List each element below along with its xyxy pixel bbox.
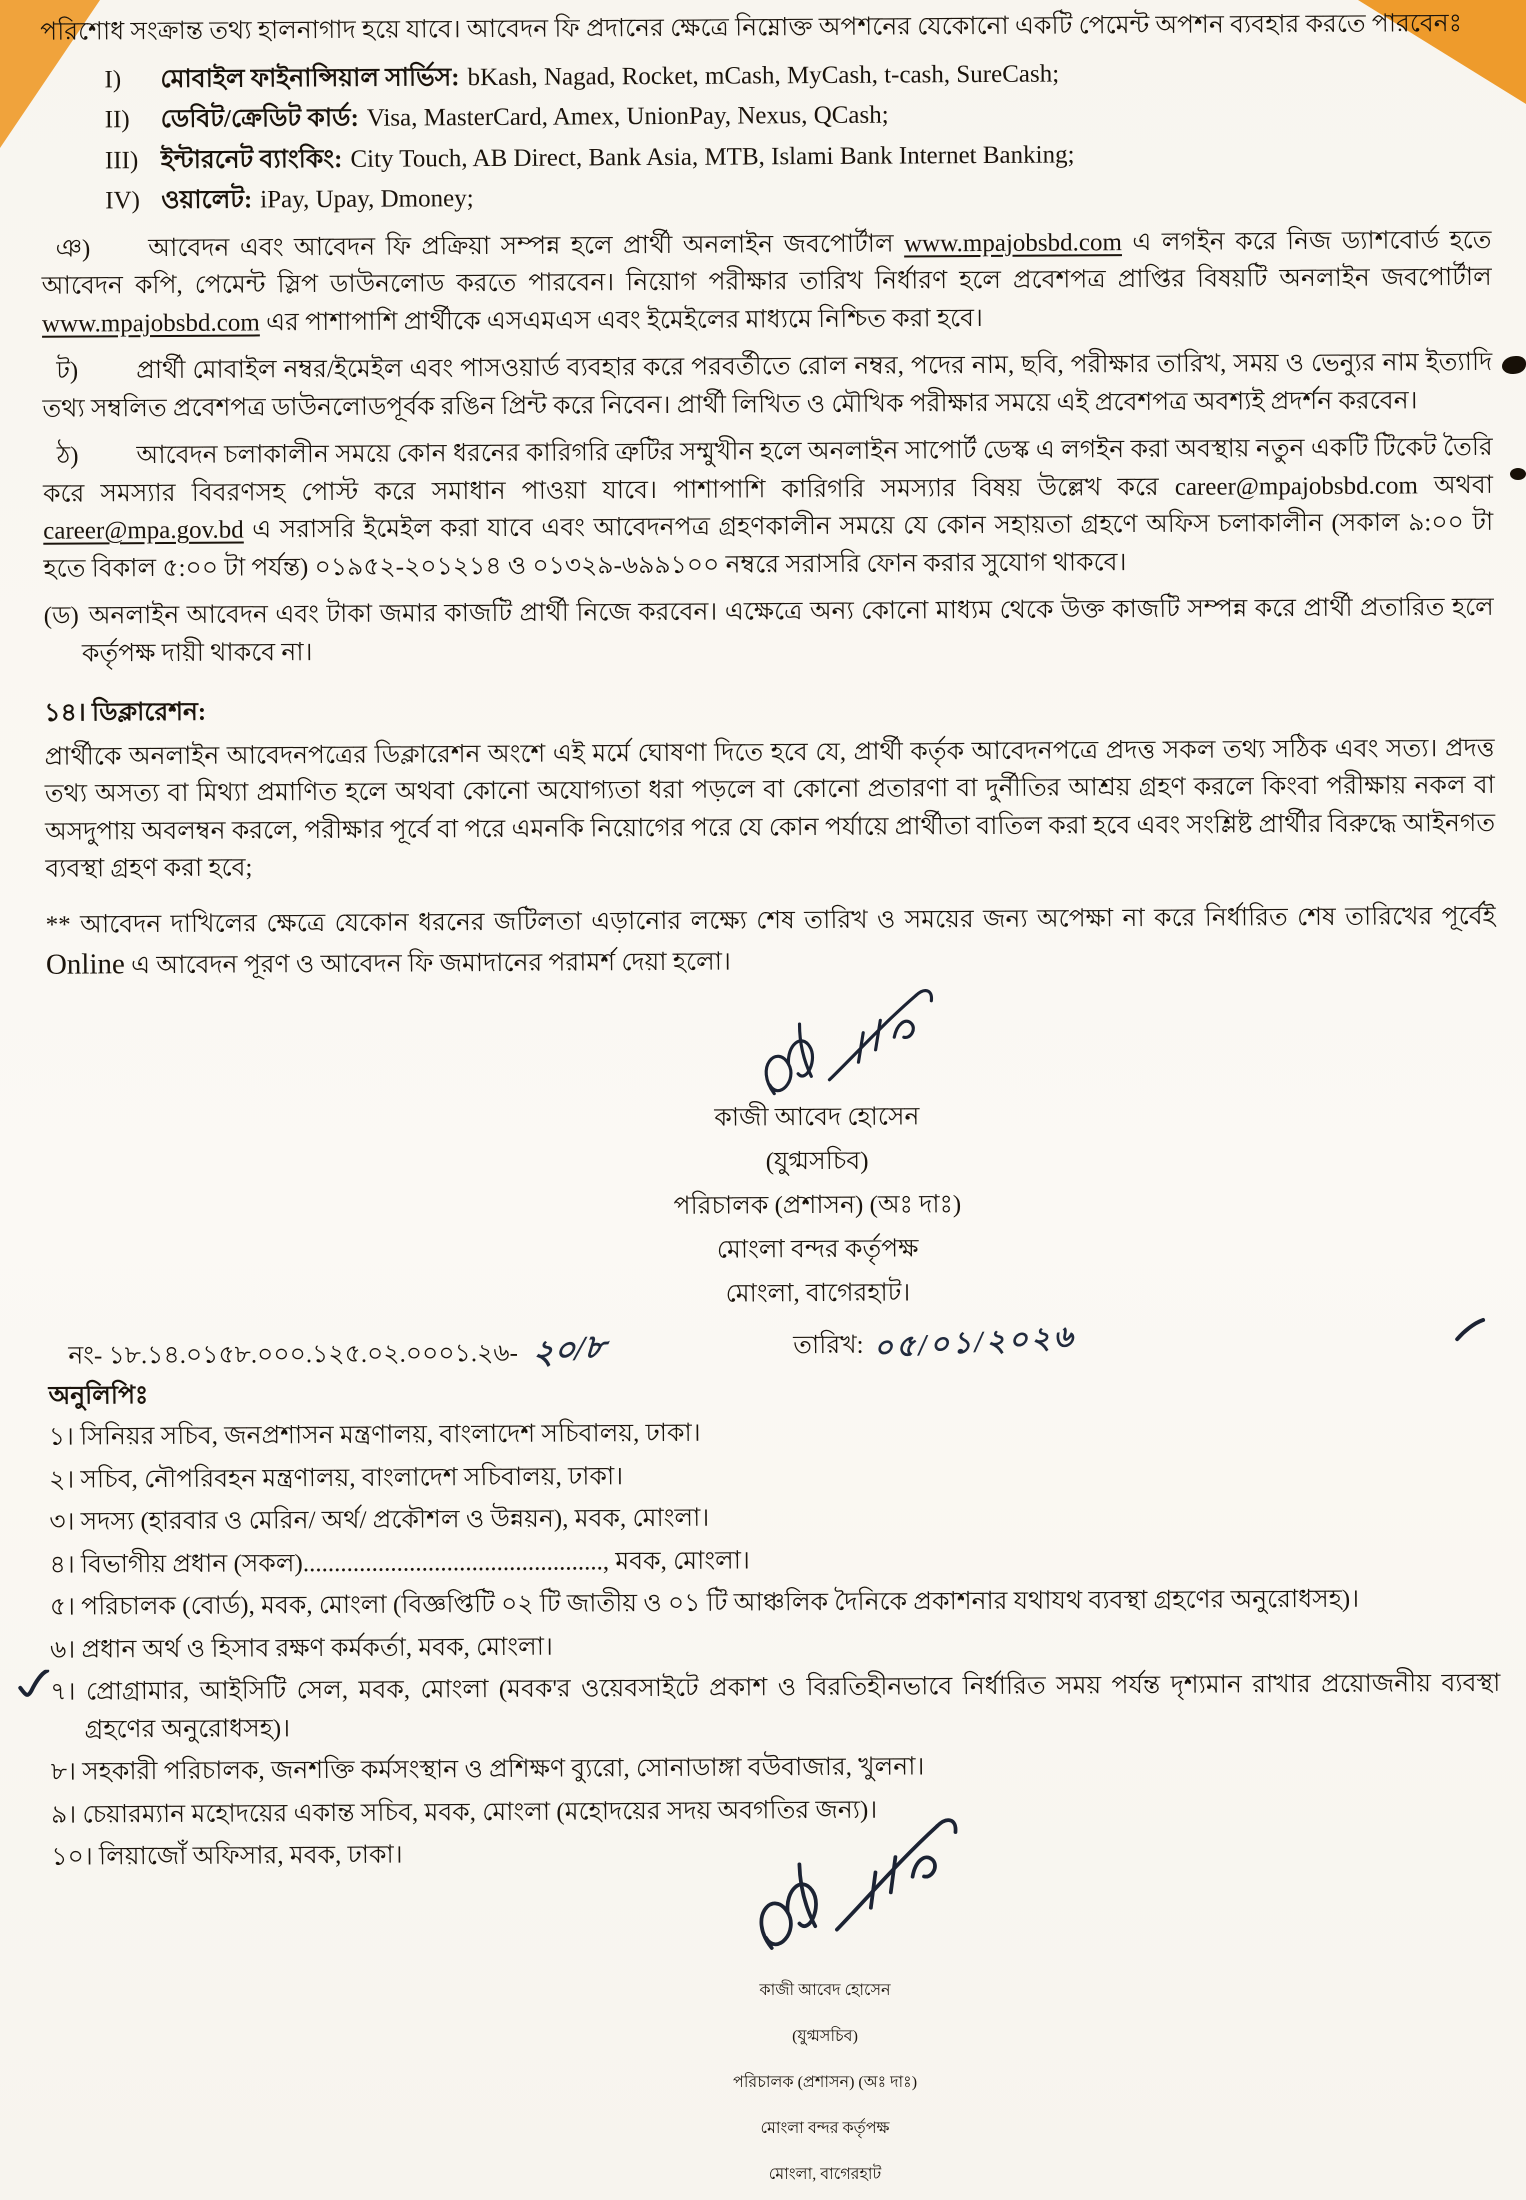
handwritten-date: ০৫/০১/২০২৬: [872, 1319, 1077, 1365]
copy-item-text: ১০। লিয়াজোঁ অফিসার, মবক, ঢাকা।: [51, 1841, 403, 1871]
ink-blot: [1510, 468, 1526, 480]
signatory-org: মোংলা বন্দর কর্তৃপক্ষ: [760, 2120, 890, 2137]
copy-item-text: ৯। চেয়ারম্যান মহোদয়ের একান্ত সচিব, মবক, মোংলা (মহোদয়ের সদয় অবগতির জন্য)।: [51, 1796, 878, 1829]
option-text: [161, 97, 889, 139]
option-number: II): [104, 106, 130, 134]
option-number: I): [104, 65, 122, 93]
declaration-body: প্রার্থীকে অনলাইন আবেদনপত্রের ডিক্লারেশন অংশে এই মর্মে ঘোষণা দিতে হবে যে, প্রার্থী কর্তৃক আবেদনপত্রে প্রদত্ত সকল তথ্য সঠিক এবং সত্য। প্রদত্ত তথ্য অসত্য বা মিথ্যা প্রমাণিত হলে অথবা কোনো অযোগ্যতা ধরা পড়লে বা কোনো প্রতারণা বা দুর্নীতির আশ্রয় গ্রহণ করলে কিংবা পরীক্ষায় নকল বা অসদুপায় অবলম্বন করলে, পরীক্ষার পূর্বে বা পরে এমনকি নিয়োগের পরে যে কোন পর্যায়ে প্রার্থীতা বাতিল করা হবে এবং সংশ্লিষ্ট প্রার্থীর বিরুদ্ধে আইনগত ব্যবস্থা গ্রহণ করা হবে;: [44, 734, 1496, 883]
signatory-title: পরিচালক (প্রশাসন) (অঃ দাঃ): [673, 1190, 962, 1220]
option-label: ওয়ালেট:: [161, 186, 253, 215]
clause-text: আবেদন চলাকালীন সময়ে কোন ধরনের কারিগরি ত্রুটির সম্মুখীন হলে অনলাইন সাপোর্ট ডেস্ক এ লগইন করা অবস্থায় নতুন একটি টিকেট তৈরি করে সমস্যার বিবরণসহ পোস্ট করে সমাধান পাওয়া যাবে। পাশাপাশি কারিগরি সমস্যার বিষয় উল্লেখ করে: [42, 433, 1493, 508]
clause-th: [43, 429, 1494, 588]
signatory-place: মোংলা, বাগেরহাট।: [725, 1278, 911, 1308]
copy-item-text: ৩। সদস্য (হারবার ও মেরিন/ অর্থ/ প্রকৌশল ও উন্নয়ন), মবক, মোংলা।: [49, 1504, 710, 1536]
option-text: [161, 180, 474, 219]
copy-item: [49, 1495, 1499, 1541]
date-line: [793, 1319, 1076, 1366]
signature-block-2: [590, 1972, 1060, 2200]
clause-text: আবেদন এবং আবেদন ফি প্রক্রিয়া সম্পন্ন হলে প্রার্থী অনলাইন জবপোর্টাল: [148, 229, 905, 262]
copy-item-text: ৪। বিভাগীয় প্রধান (সকল)................................................, মবক, মোংলা।: [49, 1546, 751, 1579]
option-value: Visa, MasterCard, Amex, UnionPay, Nexus, QCash;: [366, 101, 889, 132]
date-label: তারিখ:: [793, 1331, 864, 1359]
online-word: Online: [45, 948, 125, 981]
clause-marker: ঞ): [55, 234, 91, 263]
signatory-title: (যুগ্মসচিব): [792, 2028, 858, 2045]
copy-item: [50, 1622, 1500, 1668]
option-text: [160, 55, 1059, 98]
handwritten-check-icon: [16, 1670, 50, 1702]
jobs-portal-link: www.mpajobsbd.com: [903, 228, 1122, 257]
copy-item: [49, 1452, 1499, 1498]
signatory-org: মোংলা বন্দর কর্তৃপক্ষ: [716, 1234, 919, 1264]
copy-item-text: ৫। পরিচালক (বোর্ড), মবক, মোংলা (বিজ্ঞপ্তিটি ০২ টি জাতীয় ও ০১ টি আঞ্চলিক দৈনিকে প্রকাশনার যথাযথ ব্যবস্থা গ্রহণের অনুরোধসহ)।: [49, 1585, 1360, 1621]
jobs-portal-link: www.mpajobsbd.com: [41, 308, 260, 338]
handwritten-number: ২০/৮: [530, 1327, 607, 1373]
clause-d: [44, 589, 1494, 673]
ink-mark: [1454, 1316, 1486, 1342]
reference-row: [48, 1314, 1498, 1373]
option-text: [161, 136, 1075, 179]
clause-marker: ট): [56, 357, 79, 385]
copy-item-text: ২। সচিব, নৌপরিবহন মন্ত্রণালয়, বাংলাদেশ সচিবালয়, ঢাকা।: [48, 1462, 624, 1494]
signatory-name: কাজী আবেদ হোসেন: [759, 1982, 891, 1999]
advice-text: ** আবেদন দাখিলের ক্ষেত্রে যেকোন ধরনের জটিলতা এড়ানোর লক্ষ্যে শেষ তারিখ ও সময়ের জন্য অপেক্ষা না করে নির্ধারিত শেষ তারিখের পূর্বেই: [45, 902, 1496, 939]
support-email: career@mpajobsbd.com: [1174, 471, 1418, 501]
copy-item: [51, 1787, 1501, 1833]
option-value: bKash, Nagad, Rocket, mCash, MyCash, t-cash, SureCash;: [467, 60, 1060, 91]
clause-text: অথবা: [1417, 471, 1494, 499]
declaration-heading: ১৪। ডিক্লারেশন:: [44, 698, 207, 727]
option-number: IV): [105, 187, 141, 215]
memo-number-line: [68, 1326, 605, 1379]
intro-paragraph: পরিশোধ সংক্রান্ত তথ্য হালনাগাদ হয়ে যাবে। আবেদন ফি প্রদানের ক্ষেত্রে নিম্নোক্ত অপশনের যেকোনো একটি পেমেন্ট অপশন ব্যবহার করতে পারবেনঃ: [40, 10, 1463, 46]
option-label: মোবাইল ফাইনান্সিয়াল সার্ভিস:: [160, 63, 460, 93]
option-value: City Touch, AB Direct, Bank Asia, MTB, Islami Bank Internet Banking;: [350, 140, 1075, 173]
payment-options-list: [104, 52, 1491, 219]
clause-text: অনলাইন আবেদন এবং টাকা জমার কাজটি প্রার্থী নিজে করবেন। এক্ষেত্রে অন্য কোনো মাধ্যম থেকে উক্ত কাজটি সম্পন্ন করে প্রার্থী প্রতারিত হলে কর্তৃপক্ষ দায়ী থাকবে না।: [81, 593, 1494, 668]
copy-item: [49, 1537, 1499, 1583]
signature-block-1: [581, 985, 1053, 1314]
clause-marker: (ড): [43, 602, 79, 630]
payment-option: [105, 93, 1491, 139]
payment-option: [105, 174, 1491, 220]
copy-item-text: ১। সিনিয়র সচিব, জনপ্রশাসন মন্ত্রণালয়, বাংলাদেশ সচিবালয়, ঢাকা।: [48, 1419, 701, 1451]
payment-option: [104, 52, 1490, 98]
clause-text: এর পাশাপাশি প্রার্থীকে এসএমএস এবং ইমেইলের মাধ্যমে নিশ্চিত করা হবে।: [259, 304, 984, 336]
clause-text: এ সরাসরি ইমেইল করা যাবে এবং আবেদনপত্র গ্রহণকালীন সময়ে যে কোন সহায়তা গ্রহণে অফিস চলাকালীন (সকাল ৯:০০ টা হতে বিকাল ৫:০০ টা পর্যন্ত) ০১৯৫২-২০১২১৪ ও ০১৩২৯-৬৯৯১০০ নম্বরে সরাসরি ফোন করার সুযোগ থাকবে।: [43, 508, 1494, 583]
copies-heading: অনুলিপিঃ: [48, 1381, 149, 1410]
copy-item-text: ৭। প্রোগ্রামার, আইসিটি সেল, মবক, মোংলা (মবক'র ওয়েবসাইটে প্রকাশ ও বিরতিহীনভাবে নির্ধারিত সময় পর্যন্ত দৃশ্যমান রাখার প্রয়োজনীয় ব্যবস্থা গ্রহণের অনুরোধসহ)।: [50, 1669, 1501, 1744]
signatory-place: মোংলা, বাগেরহাট: [768, 2166, 882, 2183]
option-value: iPay, Upay, Dmoney;: [260, 185, 474, 214]
advice-text: এ আবেদন পূরণ ও আবেদন ফি জমাদানের পরামর্শ দেয়া হলো।: [124, 948, 731, 980]
advice-paragraph: [46, 897, 1496, 987]
signatory-title: (যুগ্মসচিব): [765, 1147, 869, 1175]
signatory-name: কাজী আবেদ হোসেন: [714, 1102, 920, 1132]
signatory-title: পরিচালক (প্রশাসন) (অঃ দাঃ): [732, 2074, 918, 2091]
option-number: III): [104, 146, 139, 174]
clause-text: প্রার্থী মোবাইল নম্বর/ইমেইল এবং পাসওয়ার্ড ব্যবহার করে পরবর্তীতে রোল নম্বর, পদের নাম, ছবি, পরীক্ষার তারিখ, সময় ও ভেন্যুর নাম ইত্যাদি তথ্য সম্বলিত প্রবেশপত্র ডাউনলোডপূর্বক রঙিন প্রিন্ট করে নিবেন। প্রার্থী লিখিত ও মৌখিক পরীক্ষার সময়ে এই প্রবেশপত্র অবশ্যই প্রদর্শন করবেন।: [42, 348, 1493, 423]
option-label: ইন্টারনেট ব্যাংকিং:: [160, 145, 343, 174]
copy-item: [51, 1745, 1501, 1791]
copy-item: [50, 1665, 1500, 1749]
memo-number: নং- ১৮.১৪.০১৫৮.০০০.১২৫.০২.০০০১.২৬-: [68, 1339, 518, 1370]
clause-j: [41, 221, 1492, 342]
copy-item-text: ৮। সহকারী পরিচালক, জনশক্তি কর্মসংস্থান ও প্রশিক্ষণ ব্যুরো, সোনাডাঙ্গা বউবাজার, খুলনা।: [50, 1753, 925, 1786]
option-label: ডেবিট/ক্রেডিট কার্ড:: [160, 104, 359, 134]
copy-item: [50, 1580, 1500, 1626]
clause-marker: ঠ): [56, 442, 79, 470]
copies-section: [48, 1368, 1501, 1876]
clause-text: এ লগইন করে নিজ ড্যাশবোর্ড হতে আবেদন কপি, পেমেন্ট স্লিপ ডাউনলোড করতে পারবেন। নিয়োগ পরীক্ষার তারিখ নির্ধারণ হলে প্রবেশপত্র প্রাপ্তির বিষয়টি অনলাইন জবপোর্টাল: [41, 226, 1492, 300]
payment-option: [105, 133, 1491, 179]
mpa-email-link: career@mpa.gov.bd: [43, 516, 244, 545]
copy-item: [49, 1410, 1499, 1456]
clause-t: [42, 344, 1492, 428]
copy-item-text: ৬। প্রধান অর্থ ও হিসাব রক্ষণ কর্মকর্তা, মবক, মোংলা।: [49, 1633, 554, 1664]
